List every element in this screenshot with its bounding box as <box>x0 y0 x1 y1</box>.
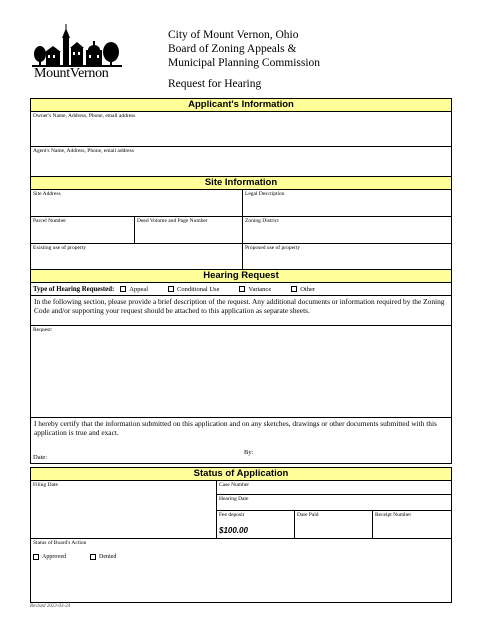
request-label: Request: <box>33 327 53 333</box>
owner-field[interactable] <box>31 112 451 146</box>
hearing-date-field[interactable] <box>217 495 451 511</box>
checkbox-icon[interactable] <box>291 286 297 292</box>
checkbox-icon[interactable] <box>239 286 245 292</box>
revision-note: Revised 2023-03-24 <box>30 604 71 609</box>
organization-name <box>168 28 320 70</box>
option-label: Appeal <box>129 285 149 293</box>
signature-by-label: By: <box>244 449 254 456</box>
case-number-field[interactable] <box>217 481 451 495</box>
date-paid-label: Date Paid <box>297 512 319 518</box>
existing-use-field[interactable] <box>31 244 243 269</box>
receipt-number-label: Receipt Number <box>375 512 412 518</box>
legal-description-label: Legal Description <box>245 191 285 197</box>
city-logo <box>32 24 122 84</box>
certification-block <box>31 418 451 463</box>
option-label: Approved <box>42 554 66 560</box>
agent-label: Agent's Name, Address, Phone, email address <box>33 148 134 154</box>
site-address-field[interactable] <box>31 190 243 216</box>
checkbox-icon[interactable] <box>90 554 96 560</box>
option-label: Variance <box>248 285 272 293</box>
org-line: City of Mount Vernon, Ohio <box>168 29 299 41</box>
board-action-label: Status of Board's Action <box>33 540 87 546</box>
case-number-label: Case Number <box>219 482 250 488</box>
owner-label: Owner's Name, Address, Phone, email address <box>33 113 136 119</box>
zoning-district-field[interactable] <box>243 217 451 243</box>
skyline-icon <box>32 24 122 68</box>
checkbox-icon[interactable] <box>168 286 174 292</box>
zoning-district-label: Zoning District <box>245 218 279 224</box>
site-address-label: Site Address <box>33 191 61 197</box>
legal-description-field[interactable] <box>243 190 451 216</box>
deed-volume-field[interactable] <box>135 217 243 243</box>
option-approved[interactable] <box>33 554 66 560</box>
request-field[interactable] <box>31 326 451 417</box>
document-title: Request for Hearing <box>168 78 262 90</box>
receipt-number-field[interactable] <box>373 511 451 538</box>
fee-deposit-label: Fee deposit <box>219 512 245 518</box>
status-section-title: Status of Application <box>31 468 451 481</box>
date-paid-field[interactable] <box>295 511 373 538</box>
filing-date-field[interactable] <box>31 481 217 538</box>
date-label: Date: <box>33 454 48 461</box>
fee-amount: $100.00 <box>219 526 248 535</box>
site-section-title: Site Information <box>31 177 451 190</box>
status-form <box>30 467 452 603</box>
hearing-section-title: Hearing Request <box>31 270 451 283</box>
board-action-field <box>31 539 451 603</box>
option-conditional-use[interactable] <box>168 286 219 293</box>
proposed-use-field[interactable] <box>243 244 451 269</box>
option-label: Other <box>300 285 316 293</box>
option-other[interactable] <box>291 286 315 293</box>
option-label: Conditional Use <box>177 285 220 293</box>
parcel-number-label: Parcel Number <box>33 218 67 224</box>
checkbox-icon[interactable] <box>120 286 126 292</box>
certification-text: I hereby certify that the information submitted on this application and on any sketches, drawings or other documents submitted with this application is true and exact. <box>34 419 437 437</box>
parcel-number-field[interactable] <box>31 217 135 243</box>
hearing-instructions: In the following section, please provide a brief description of the request. Any additional documents or information required by the Zoning Code and/or supporting your request should be attached to this application as separate sheets. <box>34 297 445 315</box>
option-variance[interactable] <box>239 286 271 293</box>
filing-date-label: Filing Date <box>33 482 58 488</box>
org-line: Municipal Planning Commission <box>168 57 321 69</box>
deed-volume-label: Deed Volume and Page Number <box>137 218 208 224</box>
hearing-type-label: Type of Hearing Requested: <box>33 285 115 293</box>
hearing-date-label: Hearing Date <box>219 496 249 502</box>
checkbox-icon[interactable] <box>33 554 39 560</box>
option-denied[interactable] <box>90 554 116 560</box>
option-label: Denied <box>99 554 117 560</box>
logo-wordmark: MountVernon <box>34 66 109 81</box>
existing-use-label: Existing use of property <box>33 245 87 251</box>
hearing-type-row <box>31 283 451 295</box>
request-form <box>30 98 452 464</box>
applicant-section-title: Applicant's Information <box>31 99 451 112</box>
fee-deposit-field[interactable] <box>217 511 295 538</box>
org-line: Board of Zoning Appeals & <box>168 43 297 55</box>
option-appeal[interactable] <box>120 286 148 293</box>
proposed-use-label: Proposed use of property <box>245 245 301 251</box>
agent-field[interactable] <box>31 147 451 176</box>
